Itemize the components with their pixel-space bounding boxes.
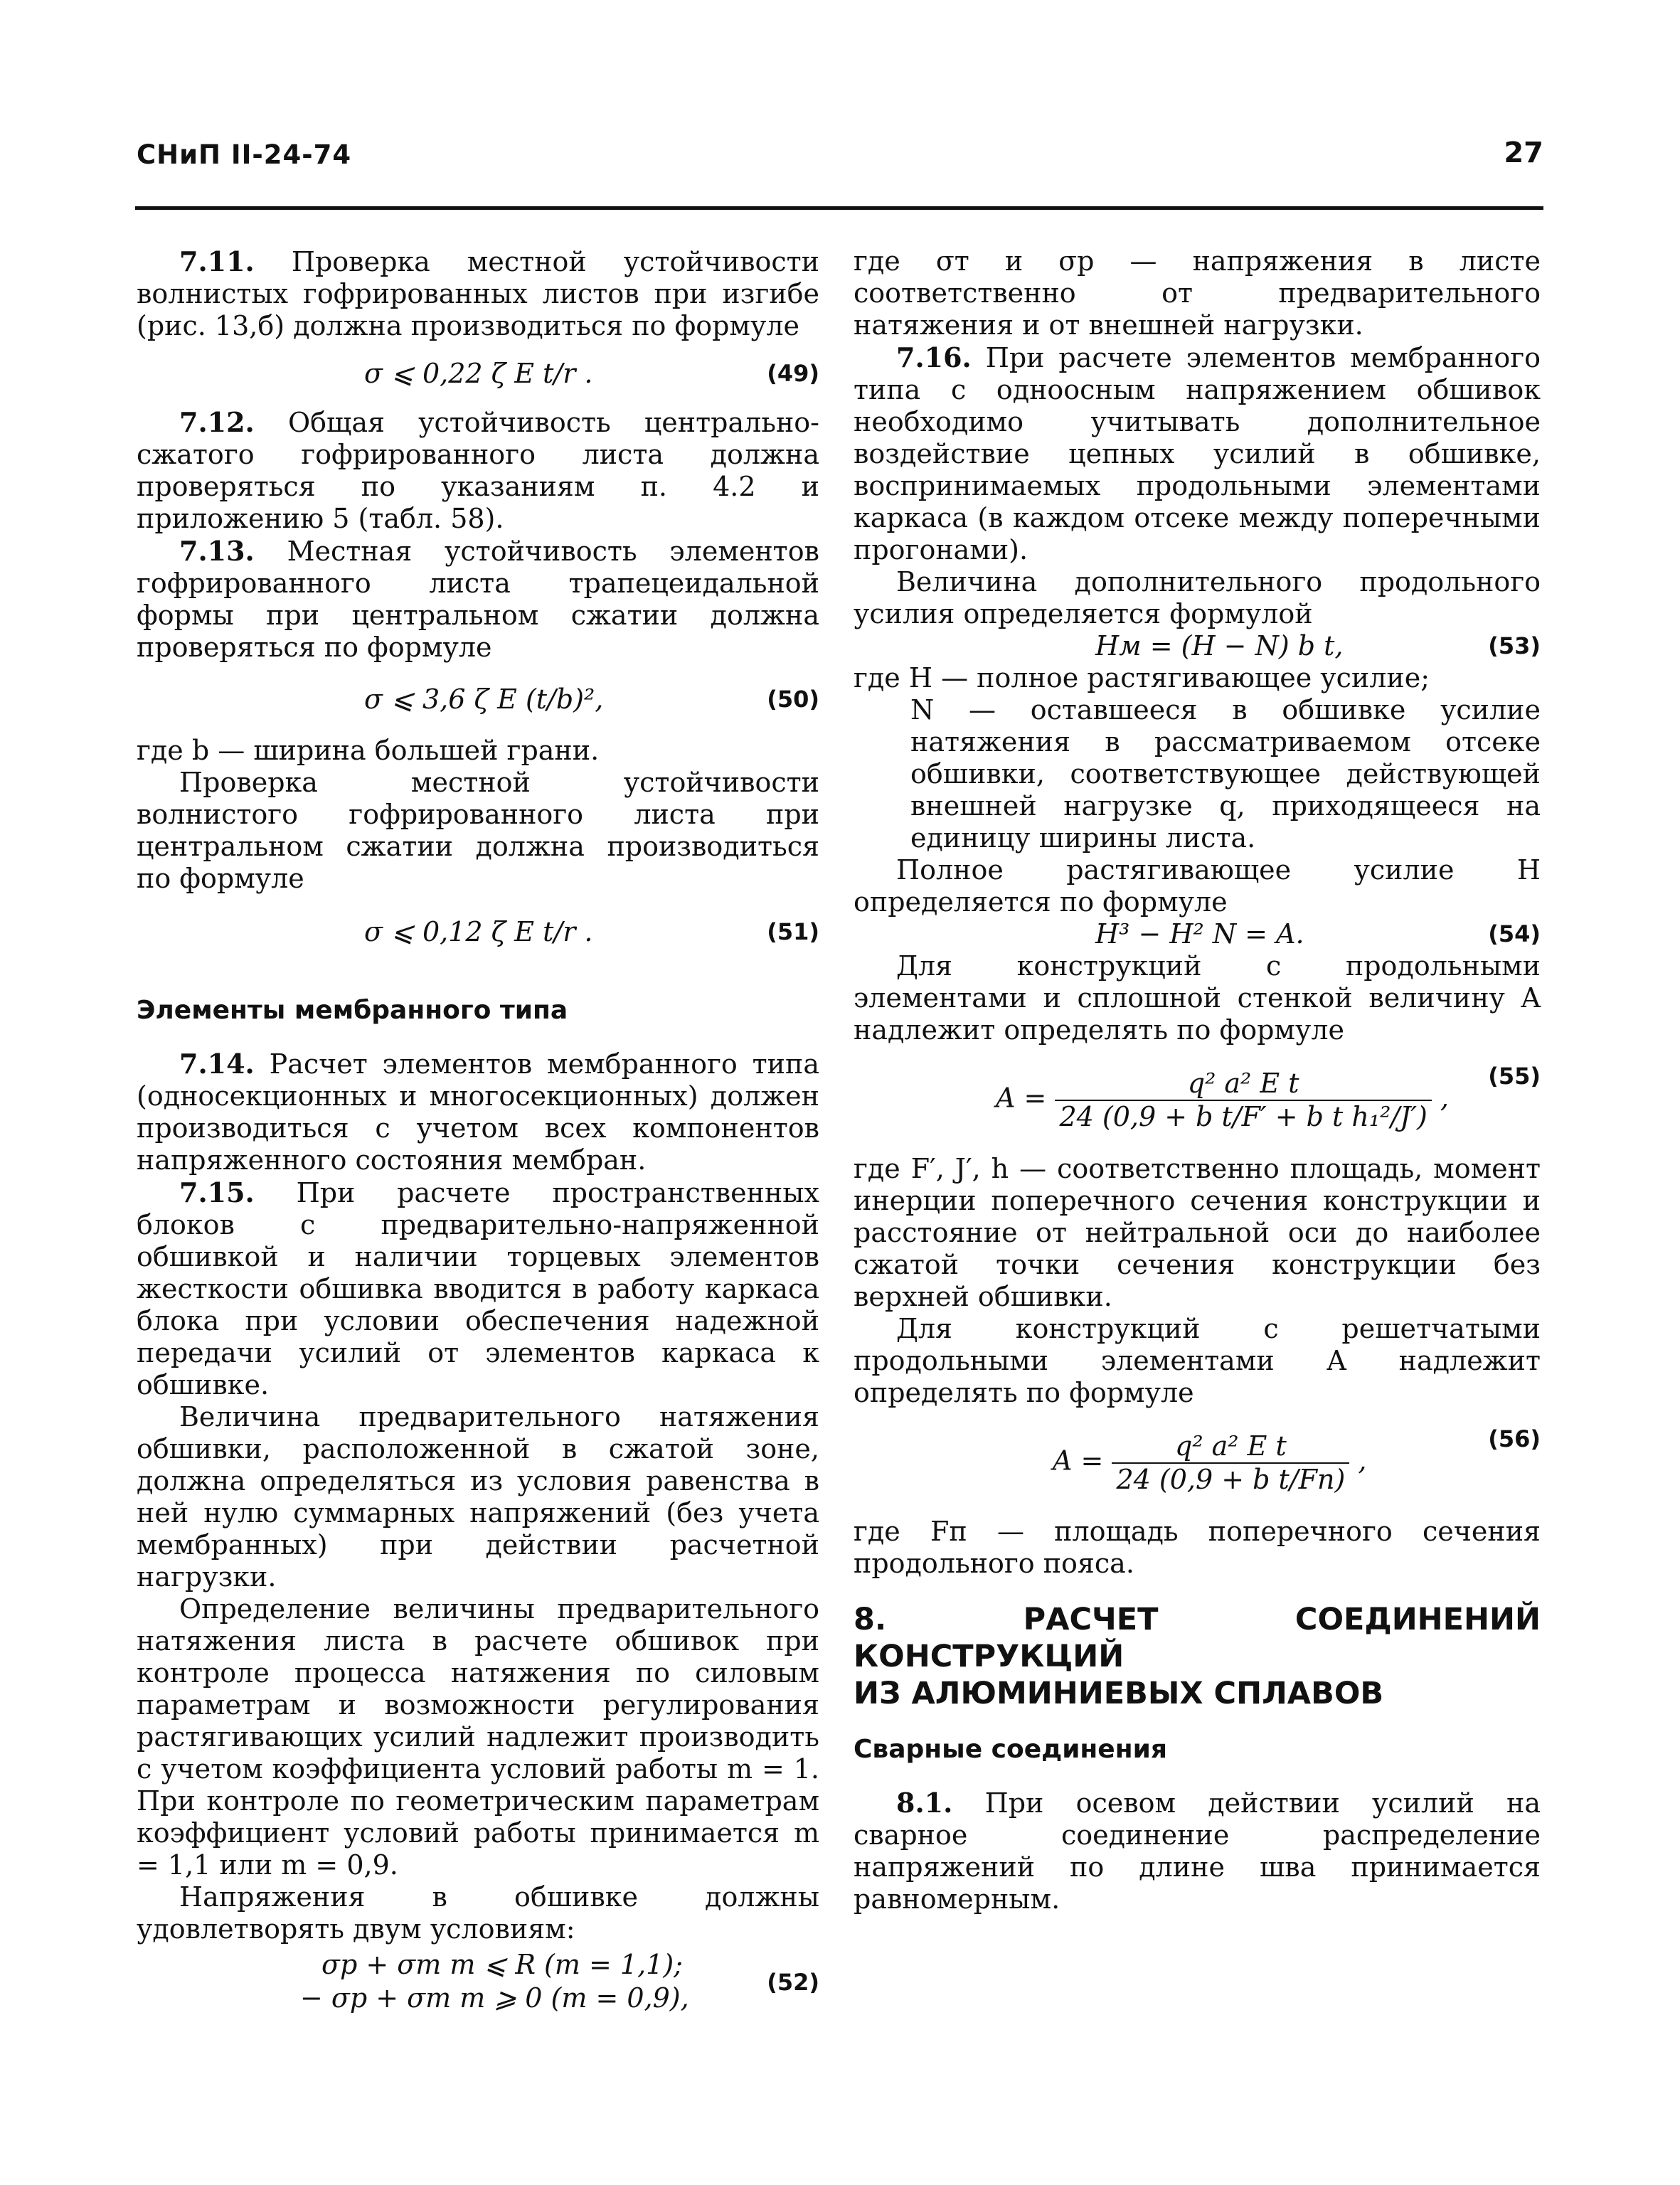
equation-line-1: σр + σт m ⩽ R (m = 1,1); xyxy=(321,1949,683,1980)
equation-number: (56) xyxy=(1488,1425,1541,1452)
equation-text: σ ⩽ 3,6 ζ E (t/b)², xyxy=(364,684,604,715)
paragraph-full-tension: Полное растягивающее усилие H определяется по формуле xyxy=(854,854,1541,918)
paragraph-7-13 xyxy=(137,535,819,664)
paragraph-7-11 xyxy=(137,245,819,342)
where-N: N — оставшееся в обшивке усилие натяжения в рассматриваемом отсеке обшивки, соответствующее действующей внешней нагрузке q, приходящееся на единицу ширины листа. xyxy=(910,694,1541,854)
equation-49 xyxy=(137,342,819,406)
paragraph-wavy-sheet: Проверка местной устойчивости волнистого гофрированного листа при центральном сжатии должна производиться по формуле xyxy=(137,767,819,894)
equation-50 xyxy=(137,664,819,735)
paragraph-text: Местная устойчивость элементов гофрированного листа трапецеидальной формы при центральном сжатии должна проверяться по формуле xyxy=(137,536,819,663)
equation-number: (54) xyxy=(1488,920,1541,947)
clause-number: 7.14. xyxy=(179,1048,255,1080)
equation-56 xyxy=(854,1409,1541,1516)
paragraph-additional-force: Величина дополнительного продольного усилия определяется формулой xyxy=(854,566,1541,629)
paragraph-7-15 xyxy=(137,1176,819,1401)
equation-52 xyxy=(137,1945,819,2016)
equation-54 xyxy=(854,918,1541,950)
equation-number: (55) xyxy=(1488,1063,1541,1090)
paragraph-8-1 xyxy=(854,1787,1541,1915)
equation-text: σ ⩽ 0,22 ζ E t/r . xyxy=(364,358,593,389)
section-8-title-line-1: 8. РАСЧЕТ СОЕДИНЕНИЙ КОНСТРУКЦИЙ xyxy=(854,1602,1541,1674)
equation-text: A = $\frac{\text{q² a² E t}}{\text{24 (0,9 + b t/F′ + b t h₁²/J′)}}$ , xyxy=(996,1068,1449,1132)
equation-text: A = $\frac{\text{q² a² E t}}{\text{24 (0,9 + b t/Fп)}}$ , xyxy=(1053,1430,1367,1495)
paragraph-lattice: Для конструкций с решетчатыми продольными элементами A надлежит определять по формуле xyxy=(854,1313,1541,1408)
equation-line-2: − σр + σт m ⩾ 0 (m = 0,9), xyxy=(300,1982,689,2014)
equation-53 xyxy=(854,630,1541,662)
page-number: 27 xyxy=(1504,137,1543,169)
paragraph-7-14 xyxy=(137,1048,819,1176)
equation-text: Hм = (H − N) b t, xyxy=(1095,630,1344,661)
where-FJh: где F′, J′, h — соответственно площадь, момент инерции поперечного сечения конструкции и расстояние от нейтральной оси до наиболее сжатой точки сечения конструкции без верхней обшивки. xyxy=(854,1153,1541,1312)
right-column xyxy=(854,245,1541,1915)
clause-number: 7.16. xyxy=(896,341,972,373)
subsection-heading: Сварные соединения xyxy=(854,1735,1167,1764)
paragraph-text: Общая устойчивость центрально-сжатого гофрированного листа должна проверяться по указаниям п. 4.2 и приложению 5 (табл. 58). xyxy=(137,407,819,534)
header-rule xyxy=(135,206,1543,210)
equation-text: σ ⩽ 0,12 ζ E t/r . xyxy=(364,916,593,947)
clause-number: 7.15. xyxy=(179,1176,255,1208)
equation-55 xyxy=(854,1046,1541,1153)
paragraph-text: При расчете элементов мембранного типа с одноосным напряжением обшивок необходимо учитывать дополнительное воздействие цепных усилий в обшивке, воспринимаемых продольными элементами каркаса (в каждом отсеке между поперечными прогонами). xyxy=(854,342,1541,565)
where-sigma: где σт и σр — напряжения в листе соответственно от предварительного натяжения и от внешней нагрузки. xyxy=(854,245,1541,341)
paragraph-prestress-definition: Определение величины предварительного натяжения листа в расчете обшивок при контроле процесса натяжения по силовым параметрам и возможности регулирования растягивающих усилий надлежит производить с учетом коэффициента условий работы m = 1. При контроле по геометрическим параметрам коэффициент условий работы принимается m = 1,1 или m = 0,9. xyxy=(137,1593,819,1881)
equation-number: (52) xyxy=(767,1969,819,1996)
paragraph-7-12 xyxy=(137,406,819,535)
where-b: где b — ширина большей грани. xyxy=(137,735,600,766)
clause-number: 7.11. xyxy=(179,245,255,277)
paragraph-stress-conditions: Напряжения в обшивке должны удовлетворять двум условиям: xyxy=(137,1881,819,1945)
clause-number: 7.12. xyxy=(179,406,255,438)
clause-number: 8.1. xyxy=(896,1787,953,1819)
left-column xyxy=(137,245,819,2016)
equation-number: (51) xyxy=(767,918,819,945)
paragraph-text: При осевом действии усилий на сварное соединение распределение напряжений по длине шва принимается равномерным. xyxy=(854,1787,1541,1915)
paragraph-text: Расчет элементов мембранного типа (односекционных и многосекционных) должен производиться с учетом всех компонентов напряженного состояния мембран. xyxy=(137,1048,819,1176)
equation-number: (53) xyxy=(1488,632,1541,659)
where-Fp: где Fп — площадь поперечного сечения продольного пояса. xyxy=(854,1516,1541,1579)
equation-text: H³ − H² N = A. xyxy=(1095,918,1304,950)
section-8-title-line-2: ИЗ АЛЮМИНИЕВЫХ СПЛАВОВ xyxy=(854,1676,1384,1711)
paragraph-solid-wall: Для конструкций с продольными элементами и сплошной стенкой величину A надлежит определять по формуле xyxy=(854,950,1541,1046)
paragraph-7-16 xyxy=(854,341,1541,566)
equation-number: (50) xyxy=(767,686,819,713)
equation-51 xyxy=(137,895,819,966)
paragraph-text: При расчете пространственных блоков с предварительно-напряженной обшивкой и наличии торцевых элементов жесткости обшивка вводится в работу каркаса блока при условии обеспечения надежной передачи усилий от элементов каркаса к обшивке. xyxy=(137,1177,819,1400)
subsection-heading: Элементы мембранного типа xyxy=(137,996,568,1025)
paragraph-prestress-value: Величина предварительного натяжения обшивки, расположенной в сжатой зоне, должна определяться из условия равенства в ней нулю суммарных напряжений (без учета мембранных) при действии расчетной нагрузки. xyxy=(137,1401,819,1593)
equation-number: (49) xyxy=(767,360,819,387)
where-H: где H — полное растягивающее усилие; xyxy=(854,662,1430,693)
clause-number: 7.13. xyxy=(179,535,255,567)
paragraph-text: Проверка местной устойчивости волнистых гофрированных листов при изгибе (рис. 13,б) должна производиться по формуле xyxy=(137,246,819,341)
document-code: СНиП II-24-74 xyxy=(137,139,352,170)
